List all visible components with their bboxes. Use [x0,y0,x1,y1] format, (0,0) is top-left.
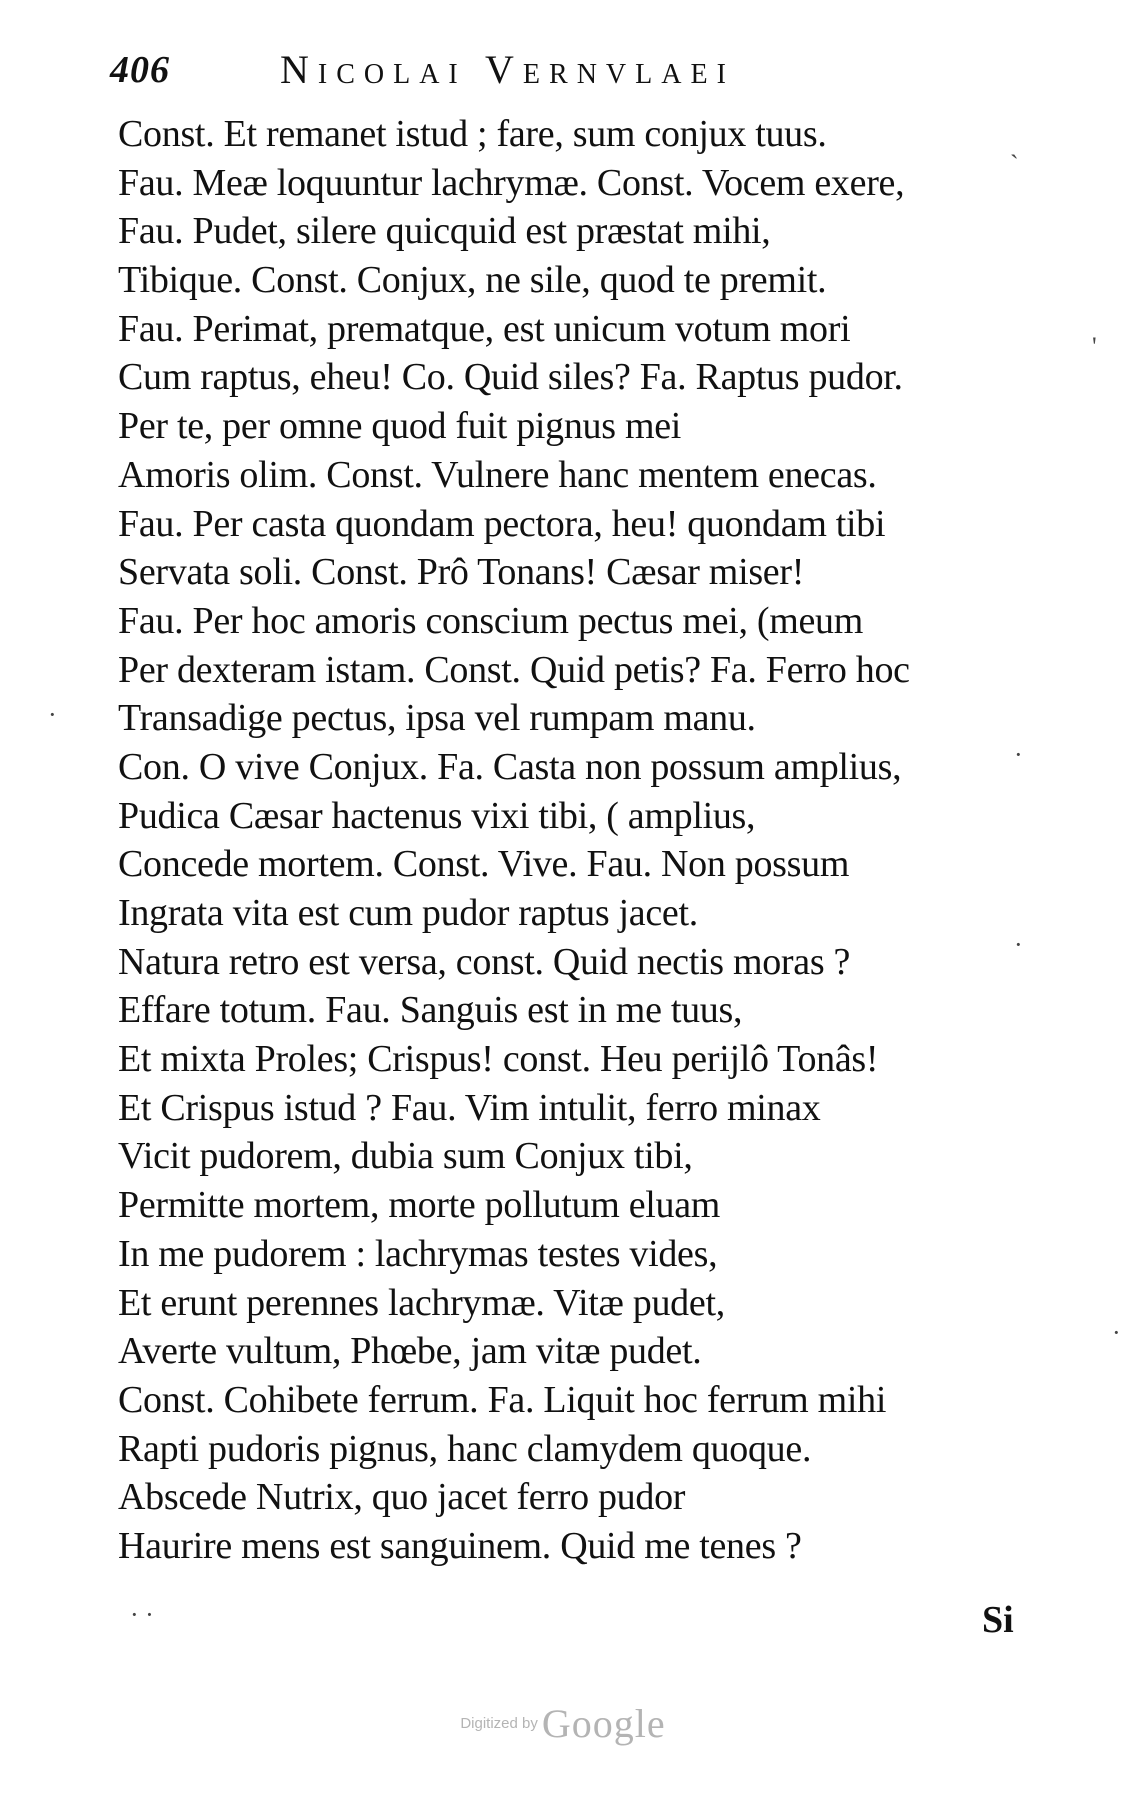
digitized-by-label: Digitized by [460,1715,538,1732]
scan-speck: · [48,700,57,729]
verse-line: Fau. Pudet, silere quicquid est præstat mihi, [118,210,771,253]
verse-line: In me pudorem : lachrymas testes vides, [118,1232,718,1275]
scan-speck: ` [1010,150,1019,179]
verse-line: Amoris olim. Const. Vulnere hanc mentem enecas. [118,453,877,496]
verse-line: Fau. Meæ loquuntur lachrymæ. Const. Vocem exere, [118,161,905,204]
verse-line: Per dexteram istam. Const. Quid petis? Fa. Ferro hoc [118,648,910,691]
verse-line: Const. Cohibete ferrum. Fa. Liquit hoc ferrum mihi [118,1378,887,1421]
verse-line: Per te, per omne quod fuit pignus mei [118,405,682,448]
verse-line: Natura retro est versa, const. Quid nectis moras ? [118,940,851,983]
verse-line: Const. Et remanet istud ; fare, sum conjux tuus. [118,113,827,155]
verse-line: Abscede Nutrix, quo jacet ferro pudor [118,1476,686,1519]
page-header [110,40,1010,110]
running-title: Nicolai Vernvlaei [280,47,735,92]
verse-line: Effare totum. Fau. Sanguis est in me tuus, [118,989,743,1032]
verse-line: Con. O vive Conjux. Fa. Casta non possum amplius, [118,745,902,788]
scan-speck: ' [1092,332,1097,361]
verse-line: Et mixta Proles; Crispus! const. Heu perijlô Tonâs! [118,1038,879,1081]
scan-speck: · [1014,740,1023,769]
verse-line: Ingrata vita est cum pudor raptus jacet. [118,892,698,934]
scan-speck: · · [130,1600,154,1629]
scan-speck: · [1014,930,1023,959]
verse-line: Fau. Per casta quondam pectora, heu! quondam tibi [118,502,886,545]
page-number: 406 [110,49,170,91]
google-logo: Google [541,1701,666,1746]
verse-line: Fau. Per hoc amoris conscium pectus mei, (meum [118,599,863,642]
verse-line: Haurire mens est sanguinem. Quid me tenes ? [118,1524,802,1567]
verse-line: Et erunt perennes lachrymæ. Vitæ pudet, [118,1281,725,1324]
scan-speck: · [1112,1318,1121,1347]
verse-line: Transadige pectus, ipsa vel rumpam manu. [118,697,756,740]
verse-line: Servata soli. Const. Prô Tonans! Cæsar miser! [118,551,805,594]
verse-line: Rapti pudoris pignus, hanc clamydem quoque. [118,1427,812,1470]
verse-text [118,110,1038,1571]
verse-line: Tibique. Const. Conjux, ne sile, quod te premit. [118,259,827,302]
verse-line: Permitte mortem, morte pollutum eluam [118,1184,721,1227]
verse-line: Et Crispus istud ? Fau. Vim intulit, ferro minax [118,1086,821,1129]
verse-line: Pudica Cæsar hactenus vixi tibi, ( amplius, [118,794,756,837]
verse-line: Concede mortem. Const. Vive. Fau. Non possum [118,843,850,886]
verse-line: Vicit pudorem, dubia sum Conjux tibi, [118,1135,693,1178]
verse-line: Averte vultum, Phœbe, jam vitæ pudet. [118,1330,702,1373]
digitization-stamp [0,1700,1126,1747]
catchword: Si [982,1599,1014,1641]
verse-line: Fau. Perimat, prematque, est unicum votum mori [118,307,851,350]
verse-line: Cum raptus, eheu! Co. Quid siles? Fa. Raptus pudor. [118,356,903,399]
